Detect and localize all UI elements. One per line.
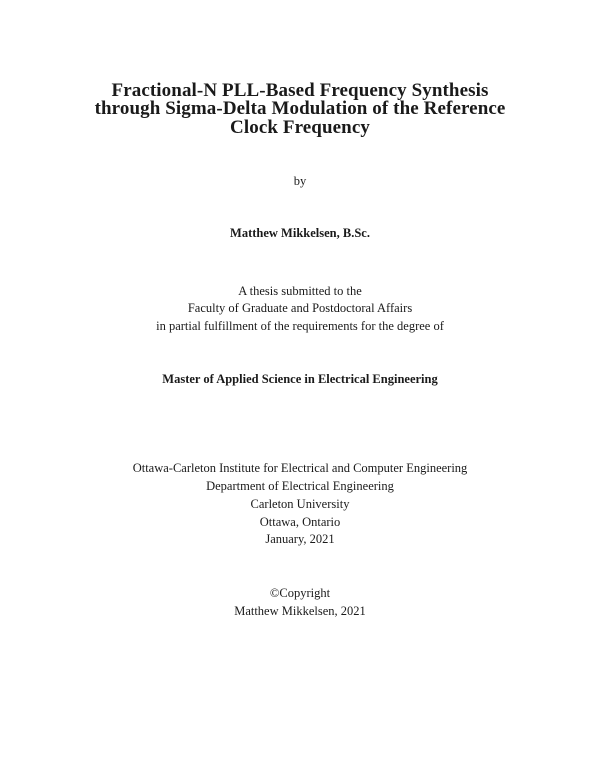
title-line-2: through Sigma-Delta Modulation of the Reference	[94, 98, 506, 119]
copyright-holder: Matthew Mikkelsen, 2021	[234, 604, 366, 618]
title-line-1: Fractional-N PLL-Based Frequency Synthesis	[111, 80, 489, 101]
by-label: by	[293, 174, 307, 188]
submission-line-1: A thesis submitted to the	[238, 284, 362, 298]
submission-line-2: Faculty of Graduate and Postdoctoral Affairs	[187, 301, 413, 315]
institution-line-2: Department of Electrical Engineering	[206, 479, 394, 493]
submission-line-3: in partial fulfillment of the requirements for the degree of	[156, 319, 444, 333]
institution-line-3: Carleton University	[250, 497, 350, 511]
copyright-label: ©Copyright	[269, 586, 331, 600]
author-name: Matthew Mikkelsen, B.Sc.	[230, 226, 370, 240]
institution-line-4: Ottawa, Ontario	[259, 515, 341, 529]
title-line-3: Clock Frequency	[230, 117, 370, 138]
date: January, 2021	[265, 532, 335, 546]
degree-name: Master of Applied Science in Electrical Engineering	[162, 372, 438, 386]
institution-line-1: Ottawa-Carleton Institute for Electrical and Computer Engineering	[132, 461, 468, 475]
